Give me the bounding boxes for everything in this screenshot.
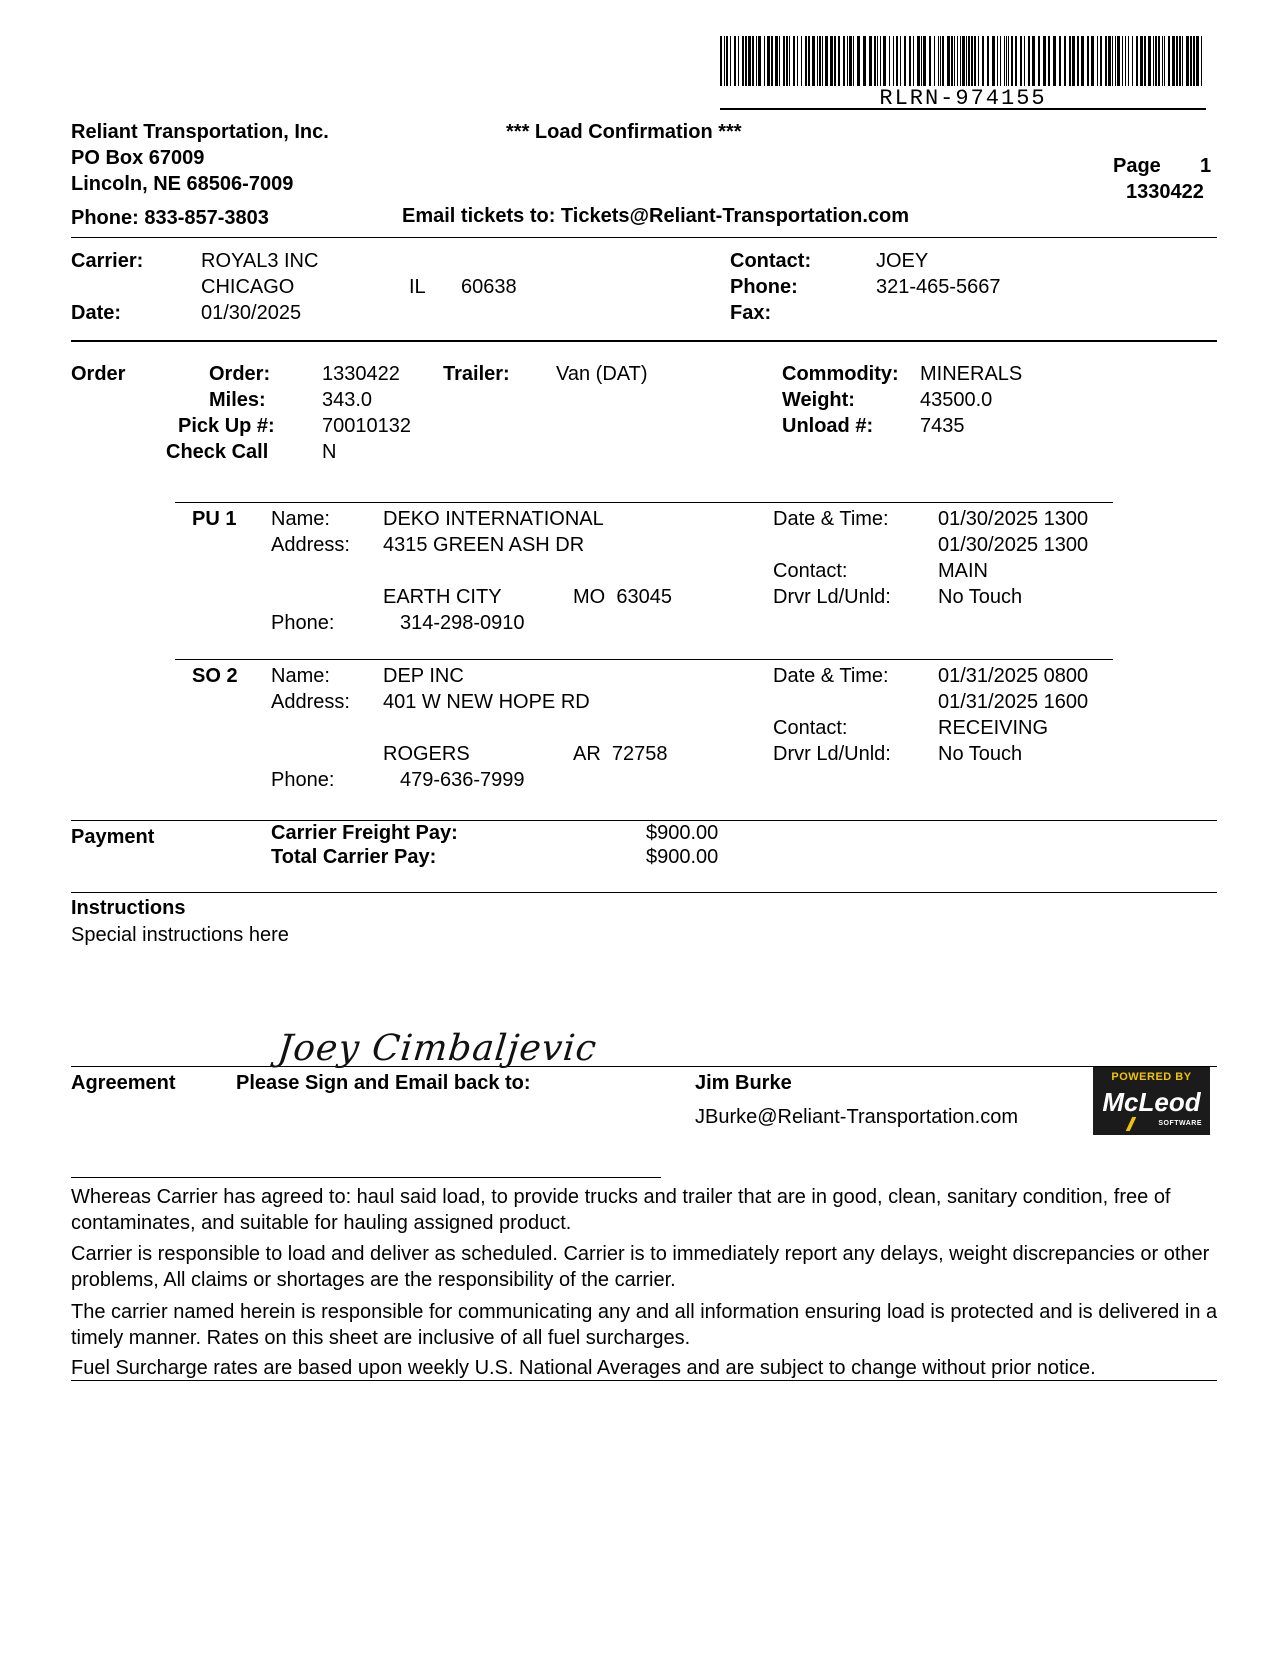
agreement-section-label: Agreement <box>71 1072 176 1094</box>
barcode-bar <box>1032 36 1035 86</box>
stop-name-label: Name: <box>271 665 330 687</box>
freight-pay-value: $900.00 <box>646 822 719 844</box>
barcode-bar <box>992 36 995 86</box>
barcode-bar <box>966 36 967 86</box>
pickup-number-label: Pick Up #: <box>178 415 275 437</box>
barcode-bar <box>1015 36 1017 86</box>
barcode-bar <box>849 36 852 86</box>
barcode-bar <box>962 36 965 86</box>
barcode-bar <box>982 36 984 86</box>
stop-state-zip: AR 72758 <box>573 743 668 765</box>
commodity-label: Commodity: <box>782 363 899 385</box>
total-pay-label: Total Carrier Pay: <box>271 846 437 868</box>
barcode-bar <box>1053 36 1056 86</box>
barcode-bar <box>805 36 807 86</box>
stop-name: DEP INC <box>383 665 464 687</box>
stop-address: 401 W NEW HOPE RD <box>383 691 590 713</box>
barcode-bar <box>822 36 823 86</box>
document-title: *** Load Confirmation *** <box>506 121 742 143</box>
sign-instructions: Please Sign and Email back to: <box>236 1072 531 1094</box>
barcode-bar <box>960 36 961 86</box>
barcode-bar <box>808 36 810 86</box>
barcode-bar <box>801 36 802 86</box>
barcode <box>720 36 1206 86</box>
stop-contact-label: Contact: <box>773 560 848 582</box>
barcode-bar <box>1201 36 1202 86</box>
barcode-bar <box>793 36 795 86</box>
stop-datetime-end: 01/30/2025 1300 <box>938 534 1089 556</box>
barcode-bar <box>1097 36 1098 86</box>
stop-driver-load: No Touch <box>938 586 1023 608</box>
company-address-line2: Lincoln, NE 68506-7009 <box>71 173 294 195</box>
stop-datetime-end: 01/31/2025 1600 <box>938 691 1089 713</box>
barcode-bar <box>847 36 848 86</box>
barcode-bar <box>1182 36 1183 86</box>
barcode-bar <box>909 36 911 86</box>
barcode-bar <box>817 36 818 86</box>
fax-label: Fax: <box>730 302 772 324</box>
stop-datetime-start: 01/30/2025 1300 <box>938 508 1089 530</box>
barcode-bar <box>789 36 790 86</box>
barcode-bar <box>1193 36 1195 86</box>
barcode-bar <box>957 36 958 86</box>
barcode-bar <box>940 36 941 86</box>
stop-address-label: Address: <box>271 534 350 556</box>
barcode-bar <box>738 36 739 86</box>
barcode-bar <box>1108 36 1111 86</box>
barcode-bar <box>987 36 989 86</box>
unload-number: 7435 <box>920 415 965 437</box>
barcode-bar <box>900 36 901 86</box>
barcode-bar <box>834 36 836 86</box>
barcode-bar <box>951 36 953 86</box>
stop-contact: MAIN <box>938 560 988 582</box>
agreement-contact-email: JBurke@Reliant-Transportation.com <box>695 1106 1019 1128</box>
stop-datetime-label: Date & Time: <box>773 508 889 530</box>
barcode-bar <box>938 36 939 86</box>
logo-brand: McLeod <box>1102 1087 1201 1117</box>
barcode-bar <box>758 36 761 86</box>
barcode-bar <box>1117 36 1120 86</box>
barcode-bar <box>853 36 854 86</box>
stop-contact: RECEIVING <box>938 717 1049 739</box>
barcode-bar <box>783 36 785 86</box>
barcode-bar <box>1064 36 1066 86</box>
payment-section-label: Payment <box>71 826 155 848</box>
barcode-bar <box>857 36 860 86</box>
phone-label: Phone: <box>730 276 798 298</box>
barcode-bar <box>1011 36 1013 86</box>
instructions-title: Instructions <box>71 897 186 919</box>
barcode-bar <box>1004 36 1005 86</box>
stop-datetime-label: Date & Time: <box>773 665 889 687</box>
carrier-phone: 321-465-5667 <box>876 276 1001 298</box>
terms-paragraph: Fuel Surcharge rates are based upon weekly U.S. National Averages and are subject to change without prior notice. <box>71 1357 1096 1379</box>
barcode-bar <box>968 36 970 86</box>
check-call-value: N <box>322 441 337 463</box>
barcode-bar <box>877 36 878 86</box>
barcode-bar <box>1077 36 1079 86</box>
company-address-line1: PO Box 67009 <box>71 147 205 169</box>
barcode-bar <box>923 36 926 86</box>
barcode-bar <box>1006 36 1007 86</box>
barcode-bar <box>1020 36 1022 86</box>
freight-pay-label: Carrier Freight Pay: <box>271 822 458 844</box>
weight-label: Weight: <box>782 389 855 411</box>
carrier-city: CHICAGO <box>201 276 295 298</box>
carrier-label: Carrier: <box>71 250 144 272</box>
carrier-name: ROYAL3 INC <box>201 250 319 272</box>
terms-paragraph: Whereas Carrier has agreed to: haul said load, to provide trucks and trailer that are in good, clean, sanitary condition, free of contaminates, and suitable for hauling assigned product. <box>71 1186 1171 1234</box>
barcode-bar <box>1038 36 1040 86</box>
instructions-text: Special instructions here <box>71 924 289 946</box>
stop-code: PU 1 <box>192 508 237 530</box>
page-number: 1 <box>1200 155 1212 177</box>
barcode-bar <box>1081 36 1084 86</box>
carrier-signature: Joey Cimbaljevic <box>275 1028 600 1069</box>
barcode-bar <box>1179 36 1181 86</box>
barcode-bar <box>726 36 728 86</box>
logo-software: SOFTWARE <box>1158 1120 1202 1127</box>
barcode-bar <box>974 36 976 86</box>
unload-number-label: Unload #: <box>782 415 874 437</box>
barcode-bar <box>767 36 770 86</box>
stop-name-label: Name: <box>271 508 330 530</box>
barcode-bar <box>1072 36 1075 86</box>
total-pay-value: $900.00 <box>646 846 719 868</box>
order-section-label: Order <box>71 363 126 385</box>
barcode-bar <box>1172 36 1175 86</box>
barcode-bar <box>1105 36 1107 86</box>
stop-phone: 479-636-7999 <box>400 769 525 791</box>
barcode-bar <box>880 36 881 86</box>
barcode-bar <box>1168 36 1170 86</box>
barcode-bar <box>929 36 931 86</box>
carrier-zip: 60638 <box>461 276 517 298</box>
stop-driver-load-label: Drvr Ld/Unld: <box>773 586 891 608</box>
barcode-bar <box>748 36 751 86</box>
barcode-bar <box>1144 36 1146 86</box>
barcode-bar <box>1164 36 1165 86</box>
stop-datetime-start: 01/31/2025 0800 <box>938 665 1089 687</box>
barcode-bar <box>934 36 935 86</box>
commodity-value: MINERALS <box>920 363 1023 385</box>
carrier-state: IL <box>409 276 426 298</box>
order-reference: 1330422 <box>1126 181 1204 203</box>
barcode-bar <box>1140 36 1143 86</box>
barcode-bar <box>1176 36 1178 86</box>
barcode-bar <box>764 36 765 86</box>
barcode-bar <box>883 36 886 86</box>
carrier-contact: JOEY <box>876 250 929 272</box>
pickup-number: 70010132 <box>322 415 411 437</box>
barcode-bar <box>1091 36 1094 86</box>
barcode-bar <box>797 36 798 86</box>
barcode-bar <box>724 36 725 86</box>
barcode-bar <box>1153 36 1154 86</box>
stop-driver-load-label: Drvr Ld/Unld: <box>773 743 891 765</box>
barcode-bar <box>1000 36 1001 86</box>
barcode-bar <box>971 36 973 86</box>
barcode-bar <box>893 36 894 86</box>
barcode-bar <box>1186 36 1189 86</box>
trailer-value: Van (DAT) <box>556 363 648 385</box>
barcode-bar <box>830 36 833 86</box>
stop-contact-label: Contact: <box>773 717 848 739</box>
miles-label: Miles: <box>209 389 266 411</box>
agreement-contact-name: Jim Burke <box>695 1072 792 1094</box>
barcode-bar <box>1115 36 1116 86</box>
stop-address: 4315 GREEN ASH DR <box>383 534 585 556</box>
barcode-bar <box>1008 36 1009 86</box>
barcode-bar <box>825 36 828 86</box>
barcode-bar <box>1087 36 1089 86</box>
stop-state-zip: MO 63045 <box>573 586 672 608</box>
barcode-bar <box>1148 36 1151 86</box>
barcode-bar <box>1132 36 1133 86</box>
barcode-bar <box>1158 36 1160 86</box>
barcode-bar <box>819 36 821 86</box>
barcode-bar <box>771 36 773 86</box>
barcode-bar <box>1190 36 1192 86</box>
company-name: Reliant Transportation, Inc. <box>71 121 329 143</box>
barcode-bar <box>786 36 788 86</box>
logo-slash-mark <box>1126 1117 1137 1131</box>
barcode-bar <box>1028 36 1030 86</box>
barcode-bar <box>863 36 866 86</box>
barcode-bar <box>1122 36 1123 86</box>
mcleod-software-logo <box>1093 1067 1210 1135</box>
barcode-bar <box>1196 36 1199 86</box>
barcode-bar <box>896 36 898 86</box>
barcode-bar <box>1112 36 1113 86</box>
barcode-bar <box>1069 36 1071 86</box>
order-label: Order: <box>209 363 271 385</box>
barcode-bar <box>978 36 979 86</box>
barcode-bar <box>1128 36 1129 86</box>
barcode-bar <box>1136 36 1138 86</box>
barcode-bar <box>917 36 920 86</box>
barcode-bar <box>742 36 744 86</box>
barcode-bar <box>1162 36 1163 86</box>
barcode-bar <box>812 36 815 86</box>
logo-powered-by: POWERED BY <box>1111 1071 1192 1083</box>
barcode-bar <box>947 36 950 86</box>
stop-address-label: Address: <box>271 691 350 713</box>
barcode-bar <box>1043 36 1046 86</box>
barcode-bar <box>775 36 778 86</box>
barcode-bar <box>843 36 845 86</box>
barcode-bar <box>1125 36 1126 86</box>
page-label: Page <box>1113 155 1161 177</box>
stop-phone-label: Phone: <box>271 612 335 634</box>
check-call-label: Check Call <box>166 441 269 463</box>
stop-phone-label: Phone: <box>271 769 335 791</box>
barcode-bar <box>1100 36 1102 86</box>
stop-code: SO 2 <box>192 665 238 687</box>
barcode-bar <box>752 36 754 86</box>
stop-city: ROGERS <box>383 743 470 765</box>
miles-value: 343.0 <box>322 389 373 411</box>
terms-paragraph: The carrier named herein is responsible for communicating any and all information ensuring load is protected and is delivered in a timely manner. Rates on this sheet are inclusive of all fuel surcharges. <box>71 1301 1218 1349</box>
weight-value: 43500.0 <box>920 389 993 411</box>
barcode-bar <box>756 36 757 86</box>
order-number: 1330422 <box>322 363 400 385</box>
barcode-bar <box>779 36 780 86</box>
trailer-label: Trailer: <box>443 363 510 385</box>
barcode-bar <box>734 36 736 86</box>
barcode-bar <box>874 36 876 86</box>
barcode-bar <box>904 36 906 86</box>
stop-phone: 314-298-0910 <box>400 612 525 634</box>
barcode-bar <box>1024 36 1025 86</box>
email-tickets: Email tickets to: Tickets@Reliant-Transportation.com <box>402 205 910 227</box>
terms-paragraph: Carrier is responsible to load and deliver as scheduled. Carrier is to immediately report any delays, weight discrepancies or other problems, All claims or shortages are the responsibility of the carrier. <box>71 1243 1210 1291</box>
barcode-bar <box>745 36 747 86</box>
barcode-bar <box>913 36 914 86</box>
barcode-bar <box>942 36 944 86</box>
barcode-bar <box>1059 36 1061 86</box>
stop-driver-load: No Touch <box>938 743 1023 765</box>
barcode-bar <box>1048 36 1050 86</box>
date-label: Date: <box>71 302 122 324</box>
contact-label: Contact: <box>730 250 812 272</box>
barcode-bar <box>720 36 722 86</box>
stop-city: EARTH CITY <box>383 586 502 608</box>
barcode-bar <box>730 36 731 86</box>
barcode-bar <box>889 36 890 86</box>
barcode-bar <box>954 36 955 86</box>
barcode-bar <box>1155 36 1157 86</box>
barcode-bar <box>869 36 872 86</box>
company-phone: Phone: 833-857-3803 <box>71 207 269 229</box>
stop-name: DEKO INTERNATIONAL <box>383 508 604 530</box>
barcode-bar <box>838 36 840 86</box>
barcode-bar <box>997 36 998 86</box>
confirmation-date: 01/30/2025 <box>201 302 302 324</box>
barcode-bar <box>921 36 922 86</box>
barcode-number: RLRN-974155 <box>879 86 1047 111</box>
